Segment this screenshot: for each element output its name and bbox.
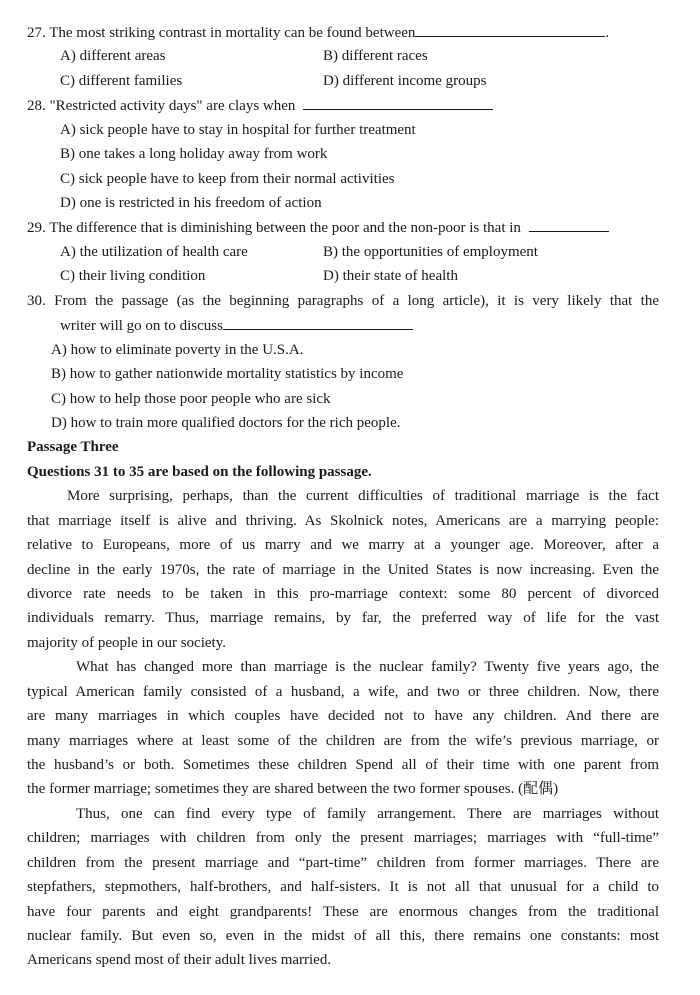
answer-blank [415, 22, 605, 37]
question-27-stem [27, 22, 609, 43]
answer-blank [303, 95, 493, 110]
question-29-text: 29. The difference that is diminishing between the poor and the non-poor is that in [27, 220, 521, 236]
option-28-b: B) one takes a long holiday away from work [60, 146, 328, 162]
option-30-a: A) how to eliminate poverty in the U.S.A. [51, 342, 304, 358]
option-28-a: A) sick people have to stay in hospital for further treatment [60, 122, 416, 138]
paragraph-1-line: divorce rate needs to be taken in this pro-marriage context: some 80 percent of divorced [27, 586, 659, 602]
paragraph-2-line: are many marriages in which couples have decided not to have any children. And there are [27, 708, 659, 724]
question-30-text: writer will go on to discuss [60, 318, 223, 334]
question-28-stem [27, 95, 493, 116]
paragraph-1-line: that marriage itself is alive and thriving. As Skolnick notes, Americans are a marrying people: [27, 513, 659, 529]
paragraph-2-line: many marriages where at least some of the children are from the wife’s previous marriage, or [27, 733, 659, 749]
option-29-b: B) the opportunities of employment [323, 244, 538, 260]
option-29-a: A) the utilization of health care [60, 244, 248, 260]
answer-blank [223, 315, 413, 330]
option-28-c: C) sick people have to keep from their normal activities [60, 171, 395, 187]
paragraph-1-line: majority of people in our society. [27, 635, 226, 651]
question-29-stem [27, 217, 609, 238]
question-30-stem-line2 [60, 315, 413, 336]
option-27-c: C) different families [60, 73, 183, 89]
option-27-d: D) different income groups [323, 73, 487, 89]
paragraph-2-line: What has changed more than marriage is the nuclear family? Twenty five years ago, the [76, 659, 659, 675]
answer-blank [529, 217, 609, 232]
paragraph-3-line: stepfathers, stepmothers, half-brothers, and half-sisters. It is not all that unusual for a child to [27, 879, 659, 895]
paragraph-1-line: individuals remarry. Thus, marriage remains, by far, the preferred way of life for the vast [27, 610, 659, 626]
paragraph-3-line: Thus, one can find every type of family arrangement. There are marriages without [76, 806, 659, 822]
option-27-b: B) different races [323, 48, 428, 64]
paragraph-3-line: Americans spend most of their adult lives married. [27, 952, 332, 968]
questions-intro: Questions 31 to 35 are based on the following passage. [27, 464, 372, 480]
question-30-stem-line1: 30. From the passage (as the beginning paragraphs of a long article), it is very likely that the [27, 293, 659, 309]
paragraph-1-line: decline in the early 1970s, the rate of marriage in the United States is now increasing. Even the [27, 562, 659, 578]
paragraph-1-line: More surprising, perhaps, than the current difficulties of traditional marriage is the fact [67, 488, 659, 504]
option-30-b: B) how to gather nationwide mortality statistics by income [51, 366, 404, 382]
paragraph-3-line: children; marriages with children from only the present marriages; marriages with “full-time” [27, 830, 659, 846]
question-28-text: 28. "Restricted activity days" are clays when [27, 98, 296, 114]
passage-heading: Passage Three [27, 439, 119, 455]
option-30-d: D) how to train more qualified doctors for the rich people. [51, 415, 401, 431]
option-30-c: C) how to help those poor people who are sick [51, 391, 331, 407]
paragraph-2-line: the former marriage; sometimes they are shared between the two former spouses. (配偶) [27, 781, 559, 797]
paragraph-3-line: nuclear family. But even so, even in the midst of all this, there remains one constants: most [27, 928, 659, 944]
paragraph-3-line: children from the present marriage and “part-time” children from former marriages. There are [27, 855, 659, 871]
paragraph-2-line: the husband’s or both. Sometimes these children Spend all of their time with one parent from [27, 757, 659, 773]
paragraph-1-line: relative to Europeans, more of us marry and we marry at a younger age. Moreover, after a [27, 537, 659, 553]
option-27-a: A) different areas [60, 48, 166, 64]
option-29-c: C) their living condition [60, 268, 206, 284]
option-28-d: D) one is restricted in his freedom of action [60, 195, 322, 211]
question-27-text: 27. The most striking contrast in mortality can be found between [27, 25, 416, 41]
paragraph-2-line: typical American family consisted of a husband, a wife, and two or three children. Now, there [27, 684, 659, 700]
question-27-period: . [605, 25, 610, 41]
option-29-d: D) their state of health [323, 268, 458, 284]
paragraph-3-line: have four parents and eight grandparents! These are enormous changes from the traditional [27, 904, 659, 920]
